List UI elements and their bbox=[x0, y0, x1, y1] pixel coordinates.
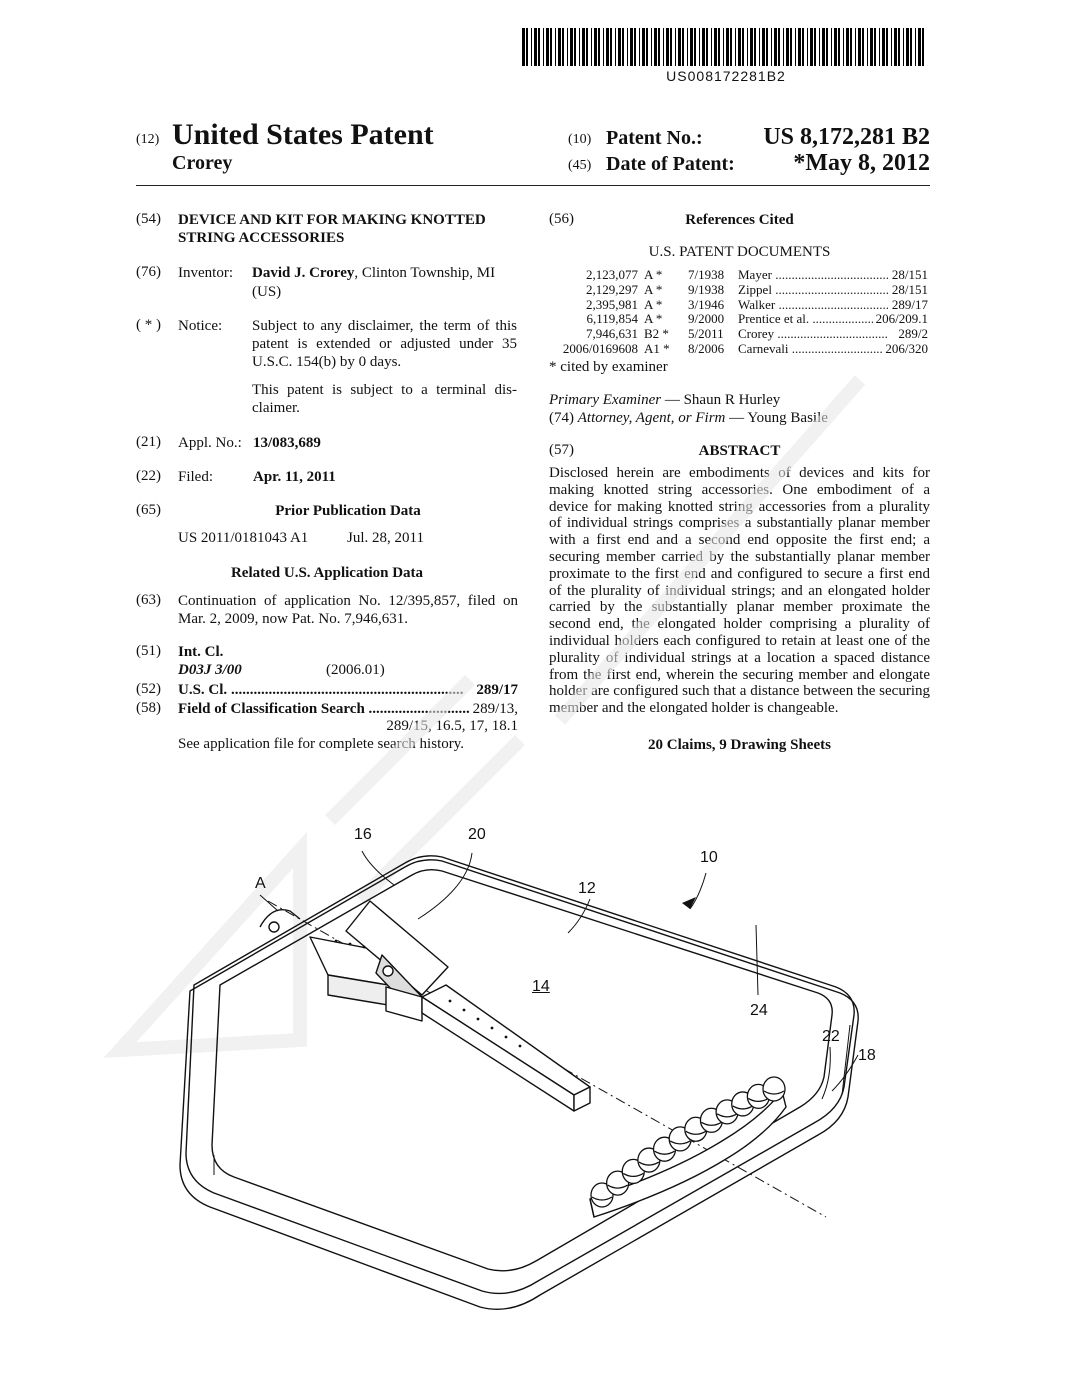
inventor-short: Crorey bbox=[172, 152, 233, 174]
continuation-line-2: Mar. 2, 2009, now Pat. No. 7,946,631. bbox=[178, 611, 408, 627]
abstract-heading: ABSTRACT bbox=[698, 443, 781, 459]
barcode bbox=[522, 28, 930, 66]
attorney-label: Attorney, Agent, or Firm bbox=[577, 410, 726, 426]
barcode-bar bbox=[690, 28, 693, 66]
code-52: (52) bbox=[136, 681, 161, 697]
barcode-bar bbox=[714, 28, 717, 66]
barcode-bar bbox=[867, 28, 868, 66]
reference-class: 289/2 bbox=[895, 326, 928, 341]
reference-class: 206/320 bbox=[882, 341, 928, 356]
notice-line-2: patent is extended or adjusted under 35 bbox=[252, 336, 517, 352]
barcode-bar bbox=[526, 28, 528, 66]
reference-class: 206/209.1 bbox=[873, 311, 928, 326]
barcode-bar bbox=[543, 28, 544, 66]
reference-inventor: Prentice et al. ..... bbox=[738, 311, 888, 326]
barcode-bar bbox=[706, 28, 708, 66]
reference-row bbox=[550, 282, 930, 297]
barcode-bar bbox=[567, 28, 568, 66]
code-51: (51) bbox=[136, 643, 161, 659]
reference-inventor: Walker ..... bbox=[738, 297, 888, 312]
barcode-bar bbox=[687, 28, 688, 66]
prior-pub-heading: Prior Publication Data bbox=[275, 503, 421, 519]
reference-number: 2,395,981 bbox=[586, 296, 638, 312]
bead-holder bbox=[590, 1091, 786, 1217]
terminal-line-2: claimer. bbox=[252, 400, 300, 416]
barcode-bar bbox=[858, 28, 861, 66]
reference-number: 6,119,854 bbox=[586, 311, 638, 327]
code-74: (74) bbox=[549, 410, 574, 426]
uscl-label: U.S. Cl. ..... bbox=[178, 682, 463, 698]
barcode-bar bbox=[762, 28, 765, 66]
barcode-bar bbox=[670, 28, 672, 66]
barcode-bar bbox=[546, 28, 549, 66]
reference-class: 28/151 bbox=[889, 267, 928, 282]
barcode-bar bbox=[630, 28, 633, 66]
reference-kind: A * bbox=[644, 281, 663, 297]
label-24: 24 bbox=[750, 1002, 768, 1019]
reference-number: 2,129,297 bbox=[586, 281, 638, 297]
prior-pub-number: US 2011/0181043 A1 bbox=[178, 530, 309, 546]
barcode-bar bbox=[802, 28, 804, 66]
intcl-label: Int. Cl. bbox=[178, 644, 224, 660]
barcode-bar bbox=[831, 28, 832, 66]
barcode-bar bbox=[886, 28, 888, 66]
reference-date: 9/2000 bbox=[688, 311, 725, 327]
us-docs-heading: U.S. PATENT DOCUMENTS bbox=[648, 244, 831, 260]
barcode-bar bbox=[658, 28, 660, 66]
barcode-bar bbox=[574, 28, 576, 66]
hanger-tab bbox=[260, 910, 300, 932]
barcode-bar bbox=[666, 28, 669, 66]
reference-date: 5/2011 bbox=[688, 326, 724, 342]
title-line-2: STRING ACCESSORIES bbox=[178, 230, 345, 246]
inventor-line bbox=[252, 264, 495, 283]
barcode-bar bbox=[618, 28, 621, 66]
barcode-bar bbox=[534, 28, 537, 66]
attorney-name: — Young Basile bbox=[725, 410, 828, 426]
label-20: 20 bbox=[468, 826, 486, 843]
reference-inventor: Carnevali ..... bbox=[738, 341, 888, 356]
reference-date: 3/1946 bbox=[688, 296, 725, 312]
barcode-bar bbox=[694, 28, 696, 66]
barcode-bar bbox=[850, 28, 852, 66]
barcode-bar bbox=[622, 28, 624, 66]
barcode-bar bbox=[747, 28, 748, 66]
barcode-bar bbox=[879, 28, 880, 66]
barcode-bar bbox=[754, 28, 756, 66]
patent-date: *May 8, 2012 bbox=[793, 150, 930, 176]
code-10: (10) bbox=[568, 132, 592, 147]
barcode-number: US008172281B2 bbox=[666, 68, 786, 84]
reference-inventor: Crorey ..... bbox=[738, 326, 888, 341]
inventor-name: David J. Crorey bbox=[252, 265, 355, 281]
notice-line-3: U.S.C. 154(b) by 0 days. bbox=[252, 354, 402, 370]
barcode-bar bbox=[702, 28, 705, 66]
barcode-bar bbox=[675, 28, 676, 66]
code-notice: ( * ) bbox=[136, 317, 161, 333]
barcode-bar bbox=[558, 28, 561, 66]
barcode-bar bbox=[903, 28, 904, 66]
barcode-bar bbox=[634, 28, 636, 66]
barcode-bar bbox=[582, 28, 585, 66]
code-22: (22) bbox=[136, 468, 161, 484]
inventor-location: , Clinton Township, MI bbox=[354, 265, 496, 281]
barcode-bar bbox=[591, 28, 592, 66]
barcode-bar bbox=[826, 28, 828, 66]
barcode-bar bbox=[718, 28, 720, 66]
barcode-bar bbox=[915, 28, 916, 66]
barcode-bar bbox=[874, 28, 876, 66]
barcode-bar bbox=[898, 28, 900, 66]
filed-label: Filed: bbox=[178, 469, 214, 485]
barcode-bar bbox=[846, 28, 849, 66]
barcode-bar bbox=[723, 28, 724, 66]
barcode-bar bbox=[742, 28, 744, 66]
barcode-bar bbox=[918, 28, 921, 66]
references-heading: References Cited bbox=[685, 212, 794, 228]
barcode-bar bbox=[795, 28, 796, 66]
reference-kind: A * bbox=[644, 311, 663, 327]
barcode-bar bbox=[778, 28, 780, 66]
uscl-row bbox=[178, 681, 518, 700]
patent-number: US 8,172,281 B2 bbox=[763, 124, 930, 150]
appl-number: 13/083,689 bbox=[253, 435, 321, 451]
barcode-bar bbox=[522, 28, 525, 66]
barcode-bar bbox=[822, 28, 825, 66]
reference-class: 289/17 bbox=[889, 297, 928, 312]
barcode-bar bbox=[750, 28, 753, 66]
label-18: 18 bbox=[858, 1047, 876, 1064]
code-57: (57) bbox=[549, 442, 574, 458]
reference-inventor: Mayer ..... bbox=[738, 267, 888, 282]
label-12: 12 bbox=[578, 880, 596, 897]
barcode-bar bbox=[891, 28, 892, 66]
barcode-bar bbox=[798, 28, 801, 66]
reference-row bbox=[550, 341, 930, 356]
terminal-line-1: This patent is subject to a terminal dis- bbox=[252, 382, 517, 398]
related-heading: Related U.S. Application Data bbox=[230, 565, 424, 581]
barcode-bar bbox=[642, 28, 645, 66]
barcode-bar bbox=[855, 28, 856, 66]
filed-date: Apr. 11, 2011 bbox=[253, 469, 336, 485]
barcode-bar bbox=[870, 28, 873, 66]
barcode-bar bbox=[894, 28, 897, 66]
barcode-bar bbox=[862, 28, 864, 66]
code-65: (65) bbox=[136, 502, 161, 518]
field-value-2: 289/15, 16.5, 17, 18.1 bbox=[386, 718, 518, 734]
inventor-label: Inventor: bbox=[178, 265, 233, 281]
intcl-year: (2006.01) bbox=[326, 662, 385, 678]
reference-date: 8/2006 bbox=[688, 341, 725, 356]
barcode-bar bbox=[579, 28, 580, 66]
patent-drawing bbox=[150, 815, 890, 1375]
reference-date: 9/1938 bbox=[688, 281, 725, 297]
label-14: 14 bbox=[532, 978, 550, 995]
appl-label: Appl. No.: bbox=[178, 435, 242, 451]
field-label: Field of Classification Search ..... bbox=[178, 701, 518, 717]
intcl-code: D03J 3/00 bbox=[178, 662, 242, 678]
barcode-bar bbox=[555, 28, 556, 66]
barcode-bar bbox=[807, 28, 808, 66]
code-12: (12) bbox=[136, 132, 160, 147]
date-label: Date of Patent: bbox=[606, 153, 735, 175]
barcode-bar bbox=[531, 28, 532, 66]
barcode-bar bbox=[838, 28, 840, 66]
reference-kind: A * bbox=[644, 296, 663, 312]
barcode-bar bbox=[594, 28, 597, 66]
attorney bbox=[549, 409, 828, 428]
reference-number: 7,946,631 bbox=[586, 326, 638, 342]
barcode-bar bbox=[651, 28, 652, 66]
title-line-1: DEVICE AND KIT FOR MAKING KNOTTED bbox=[178, 212, 486, 228]
label-10: 10 bbox=[700, 849, 718, 866]
claims-summary: 20 Claims, 9 Drawing Sheets bbox=[648, 737, 831, 753]
see-application: See application file for complete search history. bbox=[178, 736, 465, 752]
barcode-bar bbox=[586, 28, 588, 66]
reference-row bbox=[550, 311, 930, 326]
barcode-bar bbox=[735, 28, 736, 66]
barcode-bar bbox=[646, 28, 648, 66]
barcode-bar bbox=[771, 28, 772, 66]
barcode-bar bbox=[562, 28, 564, 66]
barcode-bar bbox=[882, 28, 885, 66]
barcode-bar bbox=[834, 28, 837, 66]
barcode-bar bbox=[627, 28, 628, 66]
barcode-bar bbox=[910, 28, 912, 66]
barcode-bar bbox=[786, 28, 789, 66]
notice-line-1: Subject to any disclaimer, the term of this bbox=[252, 318, 517, 334]
barcode-bar bbox=[790, 28, 792, 66]
beads bbox=[591, 1077, 785, 1207]
barcode-bar bbox=[819, 28, 820, 66]
barcode-bar bbox=[738, 28, 741, 66]
barcode-bar bbox=[570, 28, 573, 66]
reference-date: 7/1938 bbox=[688, 267, 725, 282]
reference-row bbox=[550, 267, 930, 282]
abstract-text: Disclosed herein are embodiments of devices and kits for making knotted string accessories. One embodiment of a device for making knotted string accessories from a plurality of individual strings comprises a substantially planar member with a first end and a second end opposite the first end; a securing member carried by the substantially planar member proximate to the first end and configured to secure a first end of the plurality of individual strings; and an elongated holder carried by the substantially planar member proximate the second end, the elongated holder comprising a plurality of individual holders each configured to retain at least one of the plurality of individual strings at a location a spaced distance from the first end, wherein the securing member and elongate holder are configured such that a distance between the securing member and the elongated holder is changeable. bbox=[549, 465, 930, 717]
barcode-bar bbox=[730, 28, 732, 66]
label-16: 16 bbox=[354, 826, 372, 843]
notice-label: Notice: bbox=[178, 318, 223, 334]
prior-pub-date: Jul. 28, 2011 bbox=[347, 530, 424, 546]
barcode-bar bbox=[810, 28, 813, 66]
uscl-value: 289/17 bbox=[473, 681, 518, 700]
barcode-bar bbox=[678, 28, 681, 66]
barcode-bar bbox=[598, 28, 600, 66]
barcode-bar bbox=[654, 28, 657, 66]
barcode-bar bbox=[615, 28, 616, 66]
code-54: (54) bbox=[136, 211, 161, 227]
barcode-bar bbox=[538, 28, 540, 66]
barcode-bar bbox=[603, 28, 604, 66]
cited-by-examiner: * cited by examiner bbox=[549, 359, 668, 375]
reference-number: 2006/0169608 bbox=[562, 341, 638, 356]
code-21: (21) bbox=[136, 434, 161, 450]
barcode-bar bbox=[814, 28, 816, 66]
reference-kind: A * bbox=[644, 267, 663, 282]
code-45: (45) bbox=[568, 158, 592, 173]
reference-kind: B2 * bbox=[644, 326, 669, 342]
label-A: A bbox=[255, 875, 266, 892]
reference-class: 28/151 bbox=[889, 282, 928, 297]
barcode-bar bbox=[639, 28, 640, 66]
code-76: (76) bbox=[136, 264, 161, 280]
barcode-bar bbox=[922, 28, 924, 66]
barcode-bar bbox=[699, 28, 700, 66]
field-value-1: 289/13, bbox=[470, 700, 518, 719]
barcode-bar bbox=[783, 28, 784, 66]
patent-no-label: Patent No.: bbox=[606, 127, 703, 149]
barcode-bar bbox=[711, 28, 712, 66]
reference-row bbox=[550, 297, 930, 312]
barcode-bar bbox=[682, 28, 684, 66]
reference-row bbox=[550, 326, 930, 341]
barcode-bar bbox=[610, 28, 612, 66]
reference-kind: A1 * bbox=[644, 341, 670, 356]
document-title: United States Patent bbox=[172, 118, 434, 151]
code-56: (56) bbox=[549, 211, 574, 227]
barcode-bar bbox=[759, 28, 760, 66]
barcode-bar bbox=[726, 28, 729, 66]
barcode-bar bbox=[550, 28, 552, 66]
barcode-bar bbox=[774, 28, 777, 66]
label-22: 22 bbox=[822, 1028, 840, 1045]
primary-label: Primary Examiner bbox=[549, 392, 662, 408]
code-58: (58) bbox=[136, 700, 161, 716]
continuation-line-1: Continuation of application No. 12/395,857, filed on bbox=[178, 593, 518, 609]
code-63: (63) bbox=[136, 592, 161, 608]
primary-examiner bbox=[549, 391, 780, 410]
header-rule bbox=[136, 185, 930, 186]
inventor-country: (US) bbox=[252, 284, 282, 300]
barcode-bar bbox=[906, 28, 909, 66]
bead bbox=[763, 1077, 785, 1101]
reference-number: 2,123,077 bbox=[586, 267, 638, 282]
barcode-bar bbox=[606, 28, 609, 66]
primary-name: — Shaun R Hurley bbox=[661, 392, 781, 408]
barcode-bar bbox=[843, 28, 844, 66]
barcode-bar bbox=[663, 28, 664, 66]
reference-inventor: Zippel ..... bbox=[738, 282, 888, 297]
barcode-bar bbox=[766, 28, 768, 66]
